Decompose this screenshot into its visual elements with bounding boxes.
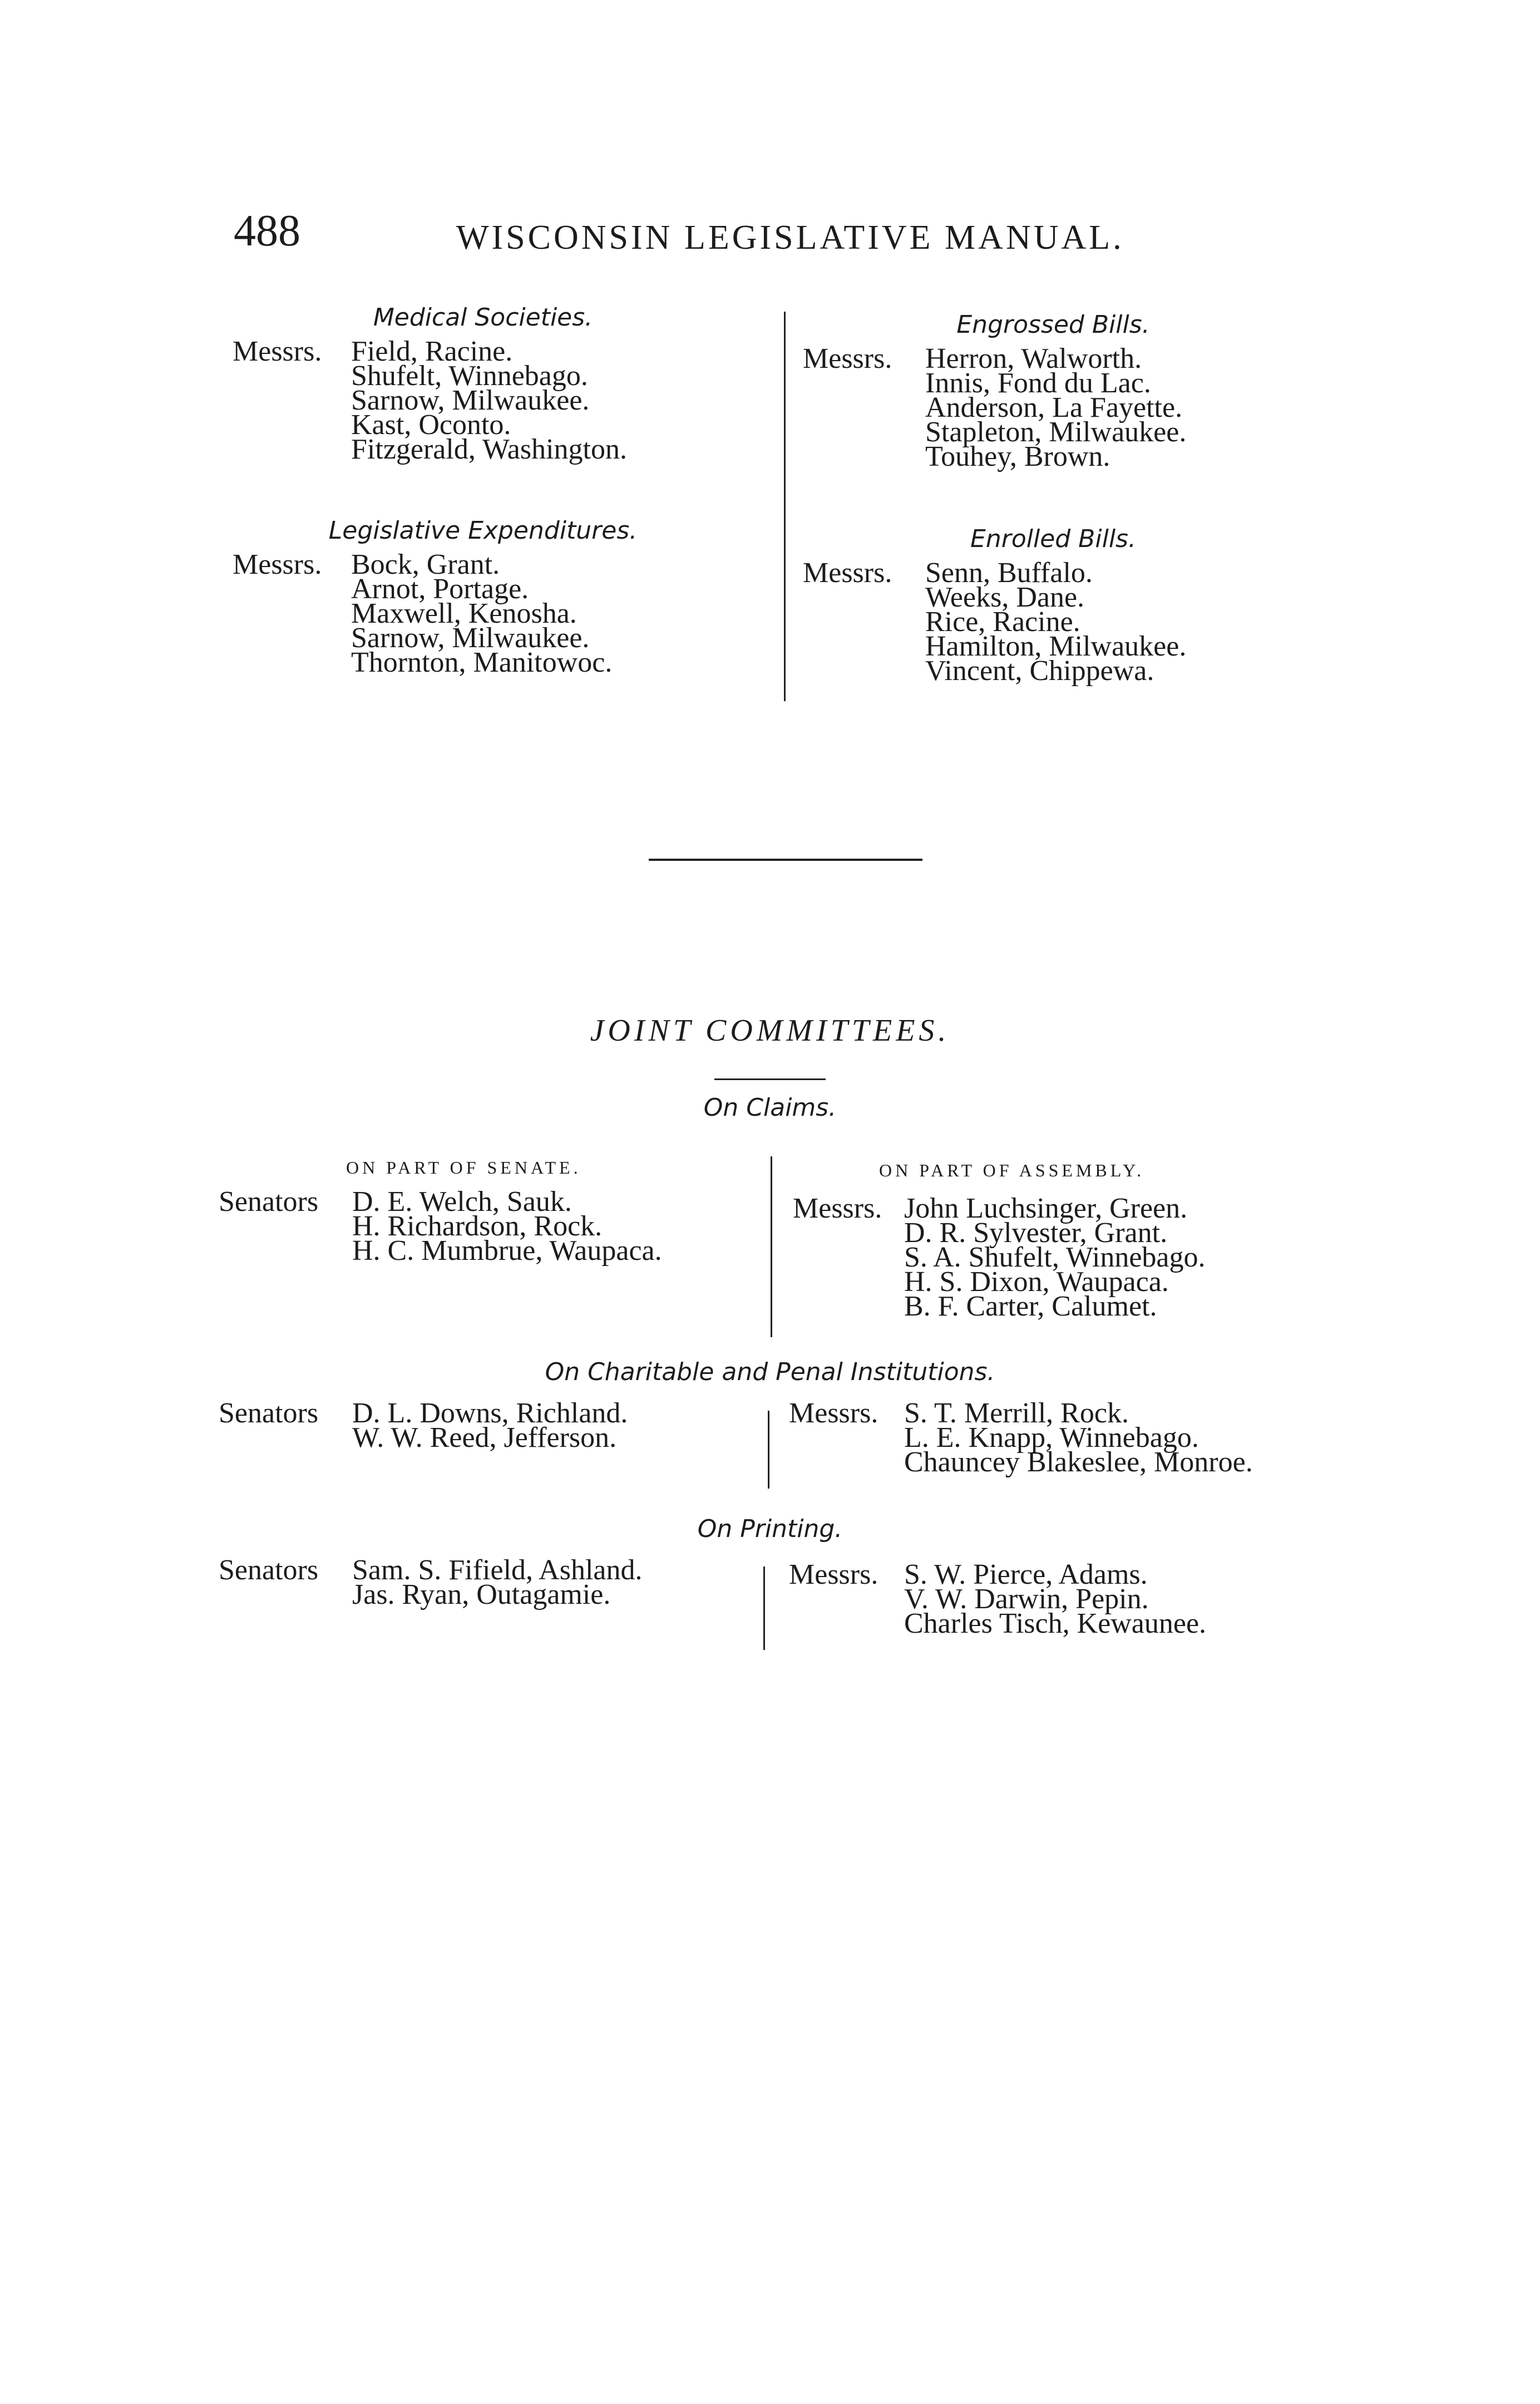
member-name: Weeks, Dane.: [925, 582, 1085, 613]
committee-entry: [219, 1186, 747, 1267]
member-name: Vincent, Chippewa.: [925, 655, 1154, 687]
member-name: S. A. Shufelt, Winnebago.: [904, 1242, 1206, 1273]
column-divider: [784, 312, 786, 701]
member-name: D. L. Downs, Richland.: [352, 1397, 628, 1429]
committee-entry: [219, 1554, 747, 1610]
member-name: Maxwell, Kenosha.: [351, 598, 577, 629]
committee-title: Legislative Expenditures.: [328, 516, 638, 545]
member-name: Innis, Fond du Lac.: [925, 367, 1151, 399]
member-name: Herron, Walworth.: [925, 343, 1142, 375]
member-name: Hamilton, Milwaukee.: [925, 630, 1187, 662]
column-divider: [763, 1566, 765, 1650]
committee-title: Enrolled Bills.: [970, 525, 1136, 553]
committee-title: Medical Societies.: [373, 303, 593, 332]
member-name: H. Richardson, Rock.: [352, 1210, 603, 1242]
members-list: [351, 549, 613, 678]
member-name: Shufelt, Winnebago.: [351, 360, 588, 392]
member-name: B. F. Carter, Calumet.: [904, 1290, 1157, 1322]
member-name: Jas. Ryan, Outagamie.: [352, 1579, 611, 1610]
charitable-assembly: [789, 1397, 1373, 1478]
title-rule: [714, 1078, 826, 1080]
member-name: Sarnow, Milwaukee.: [351, 622, 590, 654]
section-rule: [649, 859, 922, 861]
committee-enrolled-bills: [803, 525, 1304, 687]
claims-title: On Claims.: [703, 1093, 837, 1122]
members-list: [904, 1397, 1253, 1478]
members-prefix: Senators: [219, 1397, 319, 1429]
member-name: Thornton, Manitowoc.: [351, 647, 613, 678]
members-prefix: Senators: [219, 1186, 319, 1218]
members-list: [925, 343, 1187, 472]
column-divider: [768, 1411, 769, 1489]
charitable-title: On Charitable and Penal Institutions.: [545, 1358, 995, 1386]
committee-entry: [219, 1397, 747, 1454]
senate-part-heading: ON PART OF SENATE.: [346, 1157, 581, 1178]
member-name: H. S. Dixon, Waupaca.: [904, 1266, 1169, 1298]
page-number: 488: [234, 206, 300, 255]
members-prefix: Messrs.: [233, 336, 322, 367]
joint-committees-title: JOINT COMMITTEES.: [590, 1013, 950, 1048]
column-divider: [771, 1156, 772, 1337]
members-prefix: Messrs.: [233, 549, 322, 580]
committee-entry: [233, 336, 733, 465]
members-prefix: Messrs.: [793, 1193, 882, 1224]
committee-entry: [233, 549, 733, 678]
member-name: Sarnow, Milwaukee.: [351, 385, 590, 416]
running-head: WISCONSIN LEGISLATIVE MANUAL.: [456, 219, 1124, 257]
members-list: [352, 1554, 643, 1610]
claims-senate: [219, 1186, 747, 1267]
member-name: Kast, Oconto.: [351, 409, 511, 441]
committee-entry: [789, 1559, 1373, 1639]
member-name: S. T. Merrill, Rock.: [904, 1397, 1129, 1429]
committee-entry: [803, 343, 1304, 472]
member-name: Bock, Grant.: [351, 549, 500, 580]
members-prefix: Messrs.: [803, 557, 892, 589]
committee-engrossed-bills: [803, 311, 1304, 472]
charitable-senate: [219, 1397, 747, 1454]
member-name: Rice, Racine.: [925, 606, 1080, 638]
member-name: S. W. Pierce, Adams.: [904, 1559, 1148, 1590]
committee-medical-societies: [233, 303, 733, 465]
member-name: Sam. S. Fifield, Ashland.: [352, 1554, 643, 1586]
member-name: L. E. Knapp, Winnebago.: [904, 1422, 1199, 1454]
member-name: W. W. Reed, Jefferson.: [352, 1422, 617, 1454]
members-prefix: Messrs.: [789, 1397, 878, 1429]
assembly-part-heading: ON PART OF ASSEMBLY.: [879, 1160, 1145, 1180]
printing-senate: [219, 1554, 747, 1610]
members-list: [925, 557, 1187, 687]
member-name: Charles Tisch, Kewaunee.: [904, 1608, 1207, 1639]
member-name: V. W. Darwin, Pepin.: [904, 1583, 1149, 1615]
member-name: H. C. Mumbrue, Waupaca.: [352, 1235, 662, 1267]
committee-legislative-expenditures: [233, 516, 733, 678]
members-list: [352, 1397, 628, 1454]
member-name: Chauncey Blakeslee, Monroe.: [904, 1446, 1253, 1478]
member-name: Stapleton, Milwaukee.: [925, 416, 1187, 448]
members-list: [352, 1186, 662, 1267]
members-prefix: Messrs.: [789, 1559, 878, 1590]
committee-entry: [789, 1397, 1373, 1478]
member-name: Senn, Buffalo.: [925, 557, 1093, 589]
member-name: Touhey, Brown.: [925, 441, 1110, 472]
member-name: John Luchsinger, Green.: [904, 1193, 1188, 1224]
members-list: [904, 1559, 1207, 1639]
members-list: [904, 1193, 1206, 1322]
members-prefix: Senators: [219, 1554, 319, 1586]
member-name: Fitzgerald, Washington.: [351, 433, 628, 465]
member-name: Field, Racine.: [351, 336, 513, 367]
members-list: [351, 336, 628, 465]
members-prefix: Messrs.: [803, 343, 892, 375]
committee-entry: [803, 557, 1304, 687]
printing-title: On Printing.: [697, 1515, 843, 1543]
claims-assembly: [793, 1193, 1349, 1322]
printing-assembly: [789, 1559, 1373, 1639]
committee-title: Engrossed Bills.: [956, 311, 1150, 339]
member-name: D. E. Welch, Sauk.: [352, 1186, 572, 1218]
member-name: Arnot, Portage.: [351, 573, 529, 605]
member-name: D. R. Sylvester, Grant.: [904, 1217, 1168, 1249]
committee-entry: [793, 1193, 1349, 1322]
member-name: Anderson, La Fayette.: [925, 392, 1183, 423]
